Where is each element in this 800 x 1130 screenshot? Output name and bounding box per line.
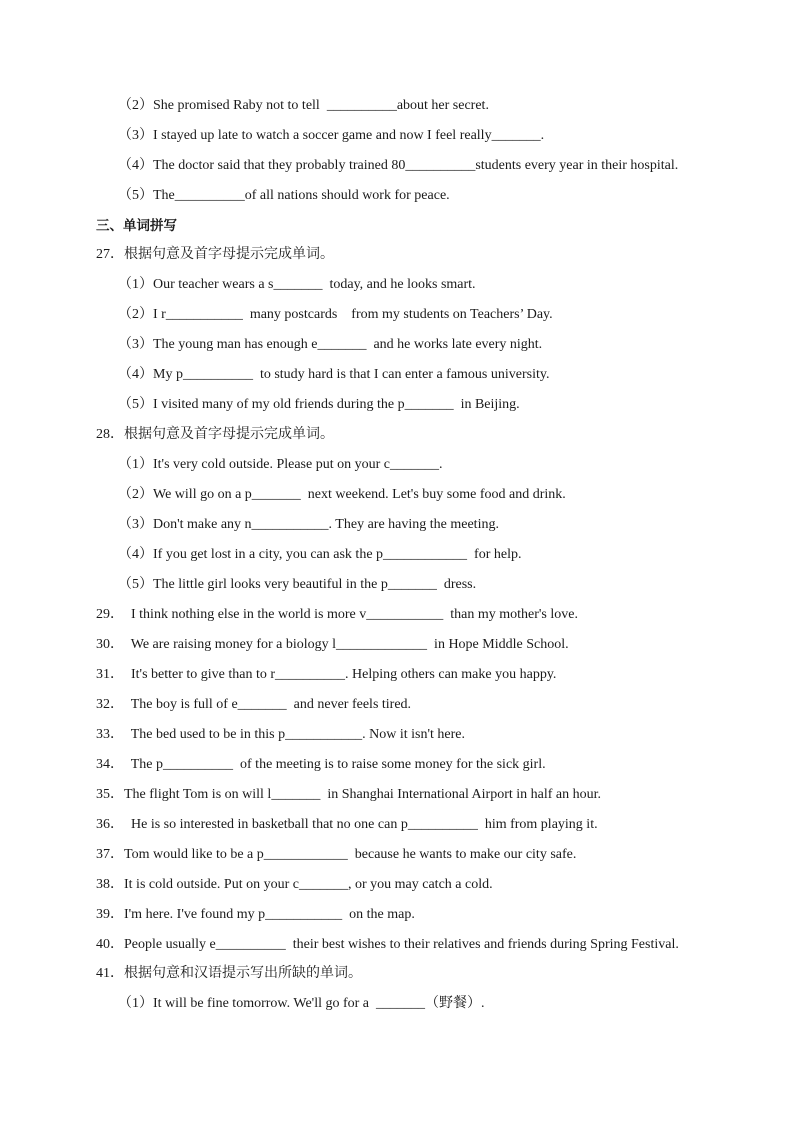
q27-item-1: （1）Our teacher wears a s_______ today, and he looks smart. — [118, 277, 476, 292]
question-31: 31． It's better to give than to r__________. Helping others can make you happy. — [96, 667, 557, 682]
q41-prompt: 41．根据句意和汉语提示写出所缺的单词。 — [96, 966, 362, 981]
question-35: 35．The flight Tom is on will l_______ in Shanghai International Airport in half an hour. — [96, 787, 602, 802]
question-30: 30． We are raising money for a biology l_____________ in Hope Middle School. — [96, 637, 569, 652]
question-29: 29． I think nothing else in the world is more v___________ than my mother's love. — [96, 607, 578, 622]
prev-item-2: （2）She promised Raby not to tell __________about her secret. — [118, 98, 489, 113]
question-34: 34． The p__________ of the meeting is to raise some money for the sick girl. — [96, 757, 546, 772]
q28-item-4: （4）If you get lost in a city, you can ask the p____________ for help. — [118, 547, 522, 562]
q28-prompt: 28．根据句意及首字母提示完成单词。 — [96, 427, 334, 442]
q28-item-1: （1）It's very cold outside. Please put on your c_______. — [118, 457, 443, 472]
q27-item-2: （2）I r___________ many postcards from my students on Teachers’ Day. — [118, 307, 553, 322]
section-heading: 三、单词拼写 — [96, 218, 177, 234]
q27-item-3: （3）The young man has enough e_______ and he works late every night. — [118, 337, 543, 352]
question-36: 36． He is so interested in basketball that no one can p__________ him from playing it. — [96, 817, 598, 832]
prev-item-4: （4）The doctor said that they probably trained 80__________students every year in their hospital. — [118, 158, 679, 173]
q27-prompt: 27．根据句意及首字母提示完成单词。 — [96, 247, 334, 262]
q27-item-4: （4）My p__________ to study hard is that I can enter a famous university. — [118, 367, 550, 382]
question-37: 37．Tom would like to be a p____________ because he wants to make our city safe. — [96, 847, 577, 862]
question-39: 39．I'm here. I've found my p___________ on the map. — [96, 907, 415, 922]
prev-item-5: （5）The__________of all nations should work for peace. — [118, 188, 450, 203]
question-32: 32． The boy is full of e_______ and never feels tired. — [96, 697, 412, 712]
q28-item-5: （5）The little girl looks very beautiful in the p_______ dress. — [118, 577, 477, 592]
q28-item-3: （3）Don't make any n___________. They are having the meeting. — [118, 517, 499, 532]
question-33: 33． The bed used to be in this p___________. Now it isn't here. — [96, 727, 465, 742]
q28-item-2: （2）We will go on a p_______ next weekend. Let's buy some food and drink. — [118, 487, 566, 502]
q41-item-1: （1）It will be fine tomorrow. We'll go for a _______（野餐）. — [118, 996, 485, 1011]
question-38: 38．It is cold outside. Put on your c_______, or you may catch a cold. — [96, 877, 493, 892]
question-40: 40．People usually e__________ their best wishes to their relatives and friends during Spring Festival. — [96, 937, 679, 952]
prev-item-3: （3）I stayed up late to watch a soccer game and now I feel really_______. — [118, 128, 545, 143]
q27-item-5: （5）I visited many of my old friends during the p_______ in Beijing. — [118, 397, 520, 412]
